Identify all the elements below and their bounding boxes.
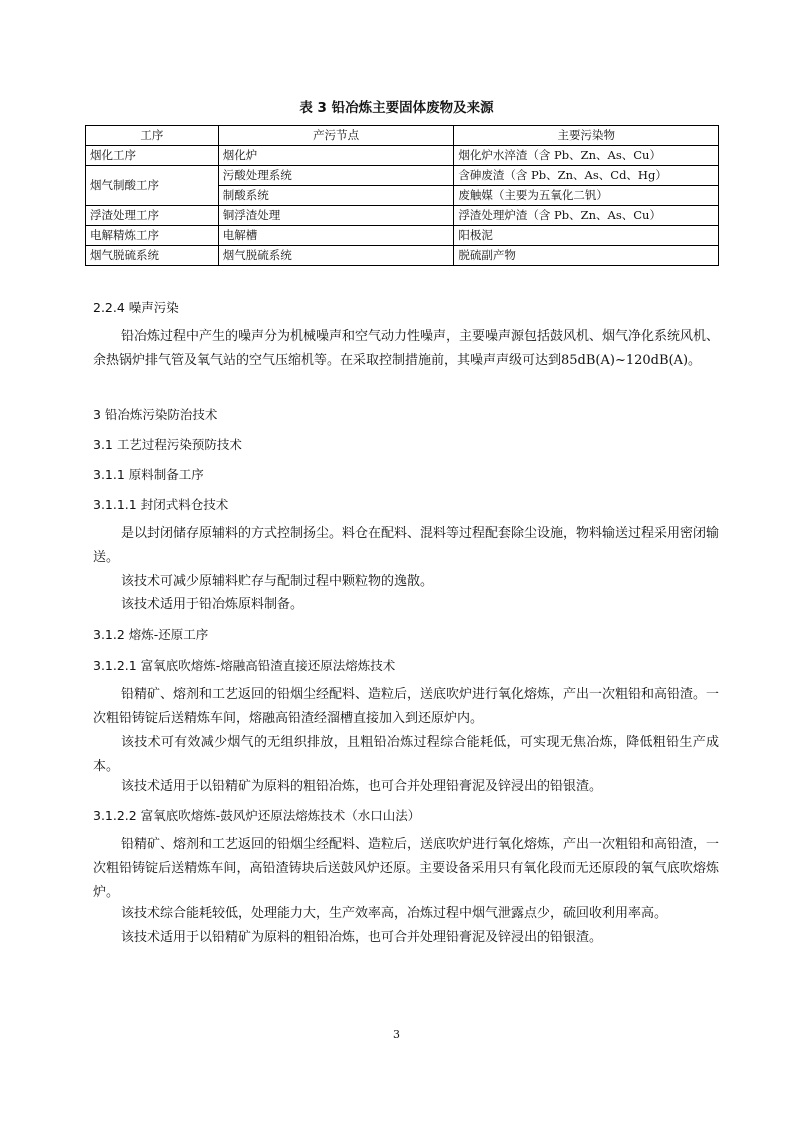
paragraph: 该技术可减少原辅料贮存与配制过程中颗粒物的逸散。 [121,574,434,589]
cell-process: 浮渣处理工序 [86,206,219,226]
section-heading-3-1-2-1: 3.1.2.1 富氧底吹熔炼-熔融高铅渣直接还原法熔炼技术 [93,658,396,673]
table-row [86,166,719,186]
column-header-pollutant: 主要污染物 [454,126,719,146]
paragraph: 是以封闭储存原辅料的方式控制扬尘。料仓在配料、混料等过程配套除尘设施，物料输送过程采用密闭输送。 [93,526,720,565]
table-row [86,146,719,166]
cell-pollutant: 废触媒（主要为五氧化二钒） [454,186,719,206]
cell-node: 烟化炉 [218,146,454,166]
section-heading-3-1-2: 3.1.2 熔炼-还原工序 [93,627,209,642]
cell-node: 制酸系统 [218,186,454,206]
cell-node: 污酸处理系统 [218,166,454,186]
paragraph: 铅冶炼过程中产生的噪声分为机械噪声和空气动力性噪声，主要噪声源包括鼓风机、烟气净化系统风机、余热锅炉排气管及氧气站的空气压缩机等。在采取控制措施前，其噪声声级可达到85dB(A)~120dB(A)。 [93,329,720,368]
cell-pollutant: 阳极泥 [454,226,719,246]
column-header-process: 工序 [86,126,219,146]
paragraph: 该技术适用于铅冶炼原料制备。 [121,597,304,612]
paragraph: 该技术综合能耗较低，处理能力大，生产效率高，冶炼过程中烟气泄露点少，硫回收利用率高。 [121,906,668,921]
table-row [86,206,719,226]
paragraph: 该技术适用于以铅精矿为原料的粗铅冶炼，也可合并处理铅膏泥及锌浸出的铅银渣。 [121,779,603,794]
cell-process: 烟气制酸工序 [86,166,219,206]
cell-pollutant: 烟化炉水淬渣（含 Pb、Zn、As、Cu） [454,146,719,166]
cell-node: 烟气脱硫系统 [218,246,454,266]
section-heading-3-1-2-2: 3.1.2.2 富氧底吹熔炼-鼓风炉还原法熔炼技术（水口山法） [93,808,421,823]
page-number: 3 [393,1028,400,1041]
table-row [86,246,719,266]
cell-pollutant: 浮渣处理炉渣（含 Pb、Zn、As、Cu） [454,206,719,226]
cell-process: 烟化工序 [86,146,219,166]
table-header-row [86,126,719,146]
section-heading-3-1: 3.1 工艺过程污染预防技术 [93,437,242,452]
section-heading-3-1-1-1: 3.1.1.1 封闭式料仓技术 [93,497,229,512]
section-heading-3: 3 铅冶炼污染防治技术 [93,407,218,422]
cell-node: 电解槽 [218,226,454,246]
paragraph: 铅精矿、熔剂和工艺返回的铅烟尘经配料、造粒后，送底吹炉进行氧化熔炼，产出一次粗铅和高铅渣。一次粗铅铸锭后送精炼车间，熔融高铅渣经溜槽直接加入到还原炉内。 [93,687,720,726]
cell-process: 电解精炼工序 [86,226,219,246]
cell-pollutant: 含砷废渣（含 Pb、Zn、As、Cd、Hg） [454,166,719,186]
section-heading-2-2-4: 2.2.4 噪声污染 [93,300,179,315]
cell-node: 铜浮渣处理 [218,206,454,226]
table-row [86,226,719,246]
cell-process: 烟气脱硫系统 [86,246,219,266]
table-title: 表 3 铅冶炼主要固体废物及来源 [299,100,494,116]
cell-pollutant: 脱硫副产物 [454,246,719,266]
paragraph: 该技术可有效减少烟气的无组织排放，且粗铅冶炼过程综合能耗低，可实现无焦冶炼，降低粗铅生产成本。 [93,735,719,774]
column-header-node: 产污节点 [218,126,454,146]
paragraph: 铅精矿、熔剂和工艺返回的铅烟尘经配料、造粒后，送底吹炉进行氧化熔炼，产出一次粗铅和高铅渣，一次粗铅铸锭后送精炼车间，高铅渣铸块后送鼓风炉还原。主要设备采用只有氧化段而无还原段的氧气底吹熔炼炉。 [93,837,720,900]
solid-waste-table [85,125,719,266]
section-heading-3-1-1: 3.1.1 原料制备工序 [93,467,204,482]
paragraph: 该技术适用于以铅精矿为原料的粗铅冶炼，也可合并处理铅膏泥及锌浸出的铅银渣。 [121,930,603,945]
